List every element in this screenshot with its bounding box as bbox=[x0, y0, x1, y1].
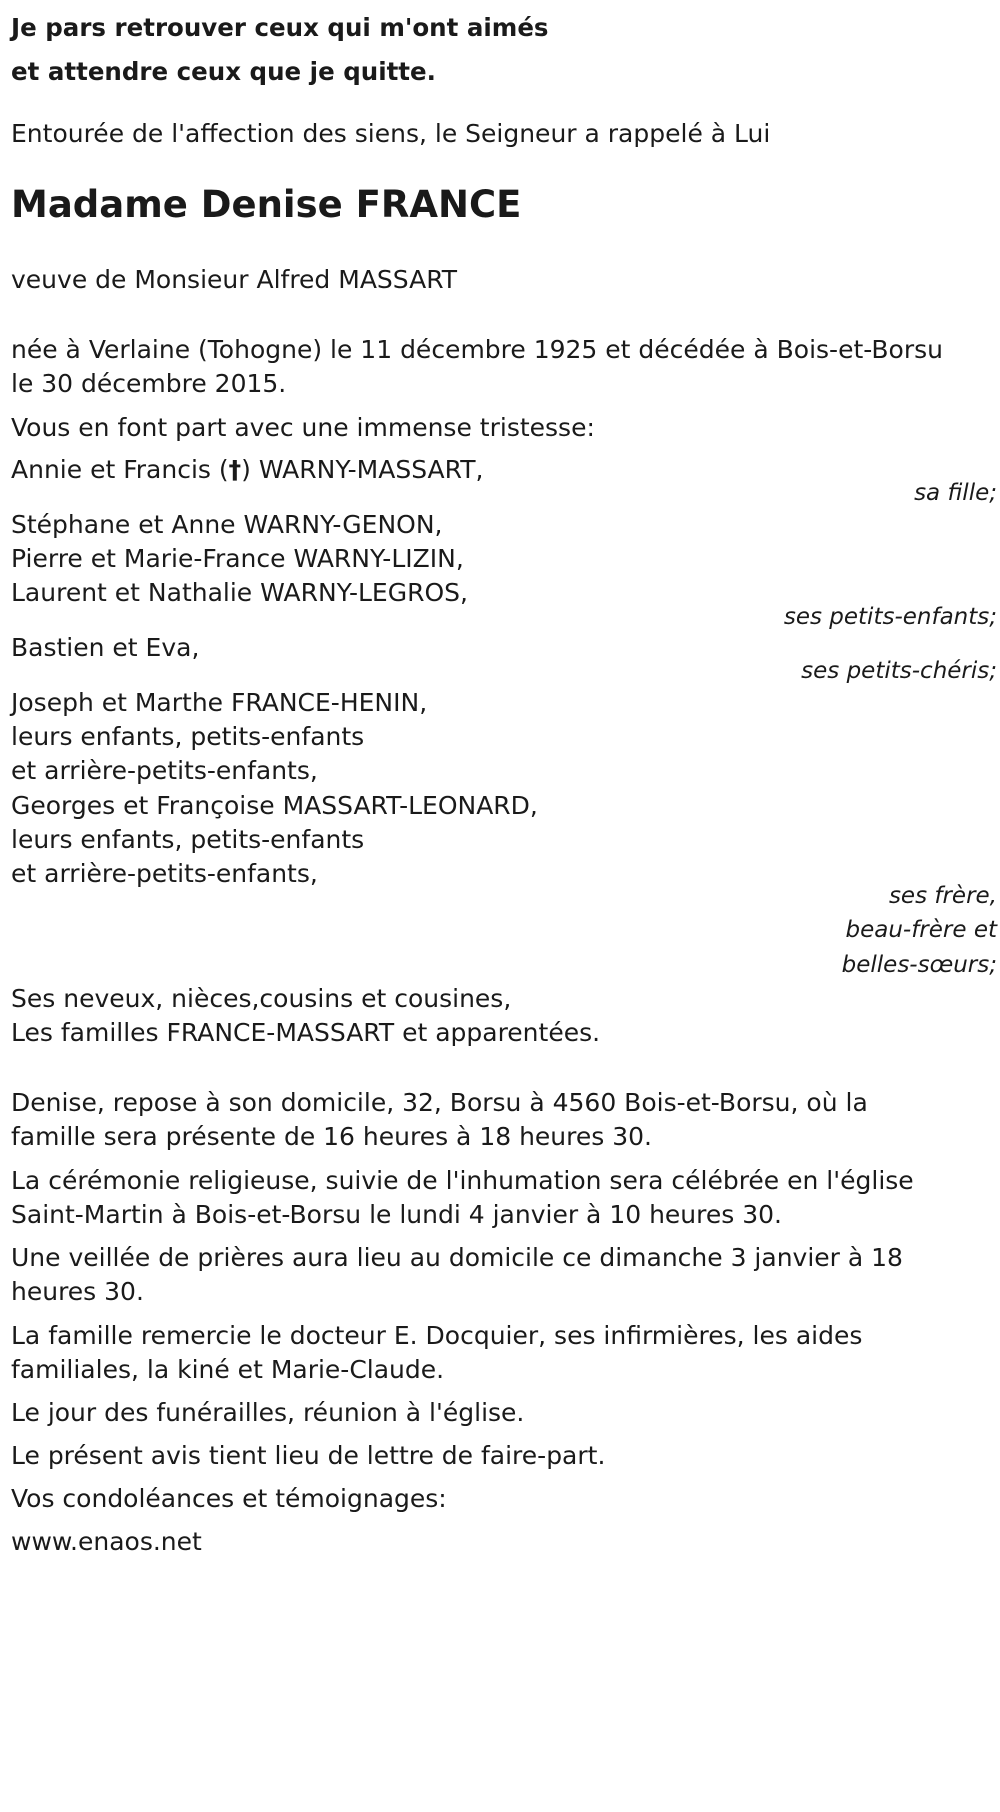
relation-siblings-line: ses frère, bbox=[888, 883, 997, 909]
sibling-line: et arrière-petits-enfants, bbox=[11, 859, 318, 888]
relation-siblings-line: belles-sœurs; bbox=[841, 952, 997, 978]
website-link[interactable]: www.enaos.net bbox=[11, 1527, 202, 1556]
birth-death-line-2: le 30 décembre 2015. bbox=[11, 369, 287, 398]
ceremony-line: Saint-Martin à Bois-et-Borsu le lundi 4 janvier à 10 heures 30. bbox=[11, 1200, 782, 1229]
daughter-names bbox=[11, 450, 483, 490]
grandchild-line: Laurent et Nathalie WARNY-LEGROS, bbox=[11, 578, 468, 607]
vigil-line: heures 30. bbox=[11, 1277, 144, 1306]
cross-icon: † bbox=[228, 455, 242, 484]
relation-siblings-line: beau-frère et bbox=[845, 917, 997, 943]
others-line: Les familles FRANCE-MASSART et apparentées. bbox=[11, 1018, 601, 1047]
daughter-names-part-2: ) WARNY-MASSART, bbox=[241, 455, 484, 484]
funeral-meeting-text: Le jour des funérailles, réunion à l'église. bbox=[11, 1398, 525, 1427]
sibling-line: Joseph et Marthe FRANCE-HENIN, bbox=[11, 688, 428, 717]
notice-text: Le présent avis tient lieu de lettre de faire-part. bbox=[11, 1441, 606, 1470]
rest-line: famille sera présente de 16 heures à 18 heures 30. bbox=[11, 1122, 652, 1151]
ceremony-line: La cérémonie religieuse, suivie de l'inhumation sera célébrée en l'église bbox=[11, 1166, 914, 1195]
daughter-names-part-1: Annie et Francis ( bbox=[11, 455, 229, 484]
condolences-text: Vos condoléances et témoignages: bbox=[11, 1484, 447, 1513]
others-line: Ses neveux, nièces,cousins et cousines, bbox=[11, 984, 512, 1013]
relation-daughter: sa fille; bbox=[914, 480, 997, 506]
relation-great-grandchildren: ses petits-chéris; bbox=[801, 658, 997, 684]
birth-death-line-1: née à Verlaine (Tohogne) le 11 décembre 1925 et décédée à Bois-et-Borsu bbox=[11, 335, 943, 364]
thanks-line: La famille remercie le docteur E. Docquier, ses infirmières, les aides bbox=[11, 1321, 863, 1350]
great-grandchild-line: Bastien et Eva, bbox=[11, 633, 200, 662]
rest-line: Denise, repose à son domicile, 32, Borsu à 4560 Bois-et-Borsu, où la bbox=[11, 1088, 868, 1117]
quote-line-2: et attendre ceux que je quitte. bbox=[11, 57, 436, 86]
relation-grandchildren: ses petits-enfants; bbox=[783, 604, 997, 630]
widow-of-text: veuve de Monsieur Alfred MASSART bbox=[11, 265, 458, 294]
vigil-line: Une veillée de prières aura lieu au domicile ce dimanche 3 janvier à 18 bbox=[11, 1243, 903, 1272]
intro-text: Entourée de l'affection des siens, le Seigneur a rappelé à Lui bbox=[11, 119, 771, 148]
thanks-line: familiales, la kiné et Marie-Claude. bbox=[11, 1355, 445, 1384]
sibling-line: et arrière-petits-enfants, bbox=[11, 756, 318, 785]
deceased-name: Madame Denise FRANCE bbox=[11, 183, 522, 226]
sibling-line: Georges et Françoise MASSART-LEONARD, bbox=[11, 791, 538, 820]
sibling-line: leurs enfants, petits-enfants bbox=[11, 722, 365, 751]
grandchild-line: Stéphane et Anne WARNY-GENON, bbox=[11, 510, 443, 539]
announcement-text: Vous en font part avec une immense tristesse: bbox=[11, 413, 595, 442]
grandchild-line: Pierre et Marie-France WARNY-LIZIN, bbox=[11, 544, 464, 573]
sibling-line: leurs enfants, petits-enfants bbox=[11, 825, 365, 854]
quote-line-1: Je pars retrouver ceux qui m'ont aimés bbox=[11, 13, 549, 42]
